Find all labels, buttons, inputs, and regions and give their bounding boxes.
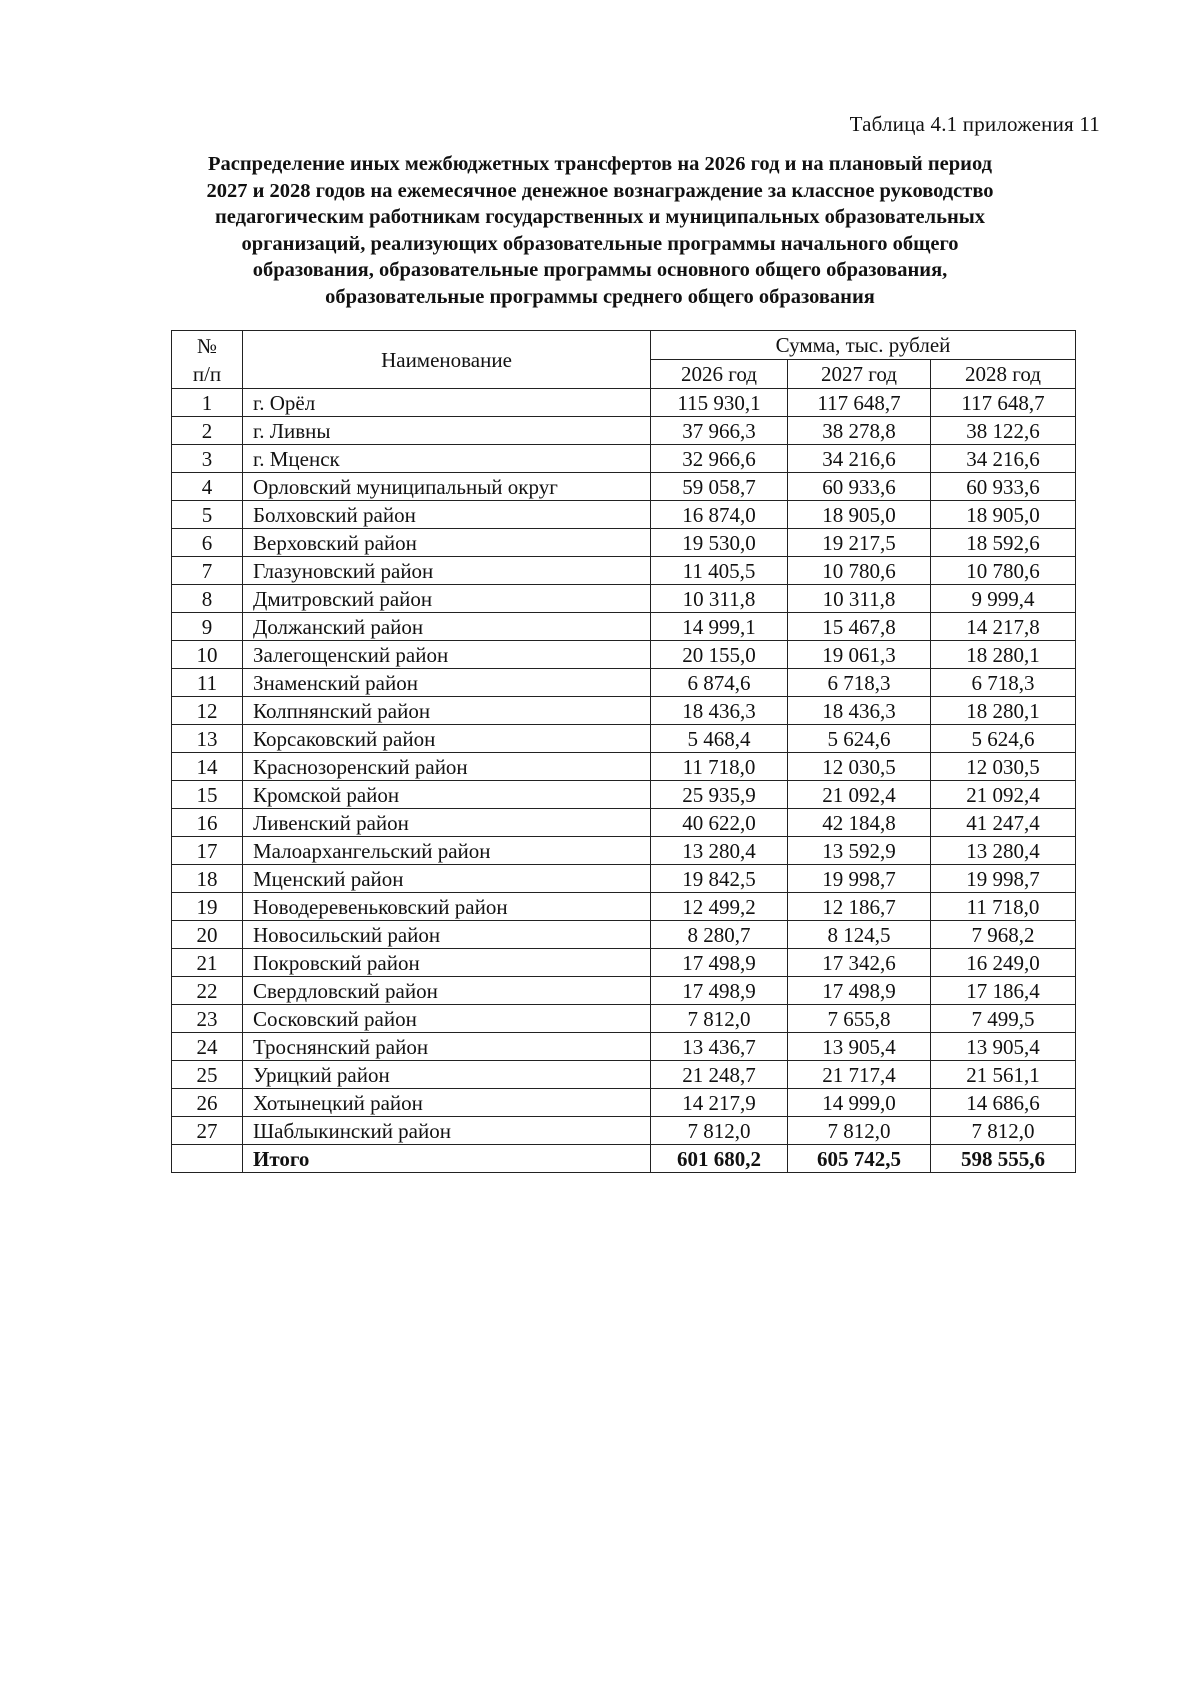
value-2028: 7 812,0	[931, 1117, 1076, 1145]
value-2026: 19 530,0	[651, 529, 788, 557]
table-row	[172, 417, 1076, 445]
value-2028: 17 186,4	[931, 977, 1076, 1005]
value-2027: 13 592,9	[788, 837, 931, 865]
value-2026: 10 311,8	[651, 585, 788, 613]
value-2027: 10 311,8	[788, 585, 931, 613]
value-2028: 117 648,7	[931, 389, 1076, 417]
value-2026: 14 217,9	[651, 1089, 788, 1117]
row-name: Урицкий район	[243, 1061, 651, 1089]
value-2026: 13 436,7	[651, 1033, 788, 1061]
row-name: г. Ливны	[243, 417, 651, 445]
total-row-number	[172, 1145, 243, 1173]
row-name: Покровский район	[243, 949, 651, 977]
value-2027: 42 184,8	[788, 809, 931, 837]
row-number: 21	[172, 949, 243, 977]
value-2026: 18 436,3	[651, 697, 788, 725]
row-name: Сосковский район	[243, 1005, 651, 1033]
table-row	[172, 1033, 1076, 1061]
value-2027: 18 905,0	[788, 501, 931, 529]
value-2027: 17 342,6	[788, 949, 931, 977]
row-number: 3	[172, 445, 243, 473]
row-number: 19	[172, 893, 243, 921]
value-2026: 11 718,0	[651, 753, 788, 781]
row-number: 6	[172, 529, 243, 557]
value-2028: 14 686,6	[931, 1089, 1076, 1117]
row-name: Троснянский район	[243, 1033, 651, 1061]
value-2028: 9 999,4	[931, 585, 1076, 613]
value-2026: 32 966,6	[651, 445, 788, 473]
table-row	[172, 837, 1076, 865]
value-2027: 38 278,8	[788, 417, 931, 445]
row-name: Верховский район	[243, 529, 651, 557]
table-row	[172, 669, 1076, 697]
row-number: 20	[172, 921, 243, 949]
title-line: педагогическим работникам государственных и муниципальных образовательных	[214, 206, 986, 229]
value-2026: 16 874,0	[651, 501, 788, 529]
value-2027: 12 030,5	[788, 753, 931, 781]
value-2027: 117 648,7	[788, 389, 931, 417]
header-number-line1: №	[196, 333, 218, 358]
value-2026: 21 248,7	[651, 1061, 788, 1089]
value-2027: 19 998,7	[788, 865, 931, 893]
row-number: 9	[172, 613, 243, 641]
value-2026: 7 812,0	[651, 1005, 788, 1033]
table-row	[172, 501, 1076, 529]
value-2028: 41 247,4	[931, 809, 1076, 837]
value-2027: 21 717,4	[788, 1061, 931, 1089]
value-2026: 25 935,9	[651, 781, 788, 809]
value-2027: 6 718,3	[788, 669, 931, 697]
value-2027: 10 780,6	[788, 557, 931, 585]
value-2028: 18 592,6	[931, 529, 1076, 557]
table-row	[172, 445, 1076, 473]
value-2027: 18 436,3	[788, 697, 931, 725]
row-number: 25	[172, 1061, 243, 1089]
value-2027: 19 061,3	[788, 641, 931, 669]
table-row	[172, 949, 1076, 977]
table-row	[172, 809, 1076, 837]
value-2028: 21 092,4	[931, 781, 1076, 809]
row-number: 18	[172, 865, 243, 893]
row-number: 15	[172, 781, 243, 809]
table-body	[172, 389, 1076, 1173]
value-2027: 21 092,4	[788, 781, 931, 809]
table-row	[172, 389, 1076, 417]
value-2026: 11 405,5	[651, 557, 788, 585]
table-caption: Таблица 4.1 приложения 11	[849, 112, 1100, 136]
row-number: 13	[172, 725, 243, 753]
header-sum-group: Сумма, тыс. рублей	[651, 331, 1076, 360]
table-row	[172, 585, 1076, 613]
value-2028: 5 624,6	[931, 725, 1076, 753]
value-2027: 7 812,0	[788, 1117, 931, 1145]
value-2027: 60 933,6	[788, 473, 931, 501]
row-name: Орловский муниципальный округ	[243, 473, 651, 501]
row-name: г. Мценск	[243, 445, 651, 473]
row-name: Дмитровский район	[243, 585, 651, 613]
value-2027: 34 216,6	[788, 445, 931, 473]
row-name: Краснозоренский район	[243, 753, 651, 781]
total-row	[172, 1145, 1076, 1173]
value-2026: 17 498,9	[651, 977, 788, 1005]
total-value-2028: 598 555,6	[931, 1145, 1076, 1173]
value-2026: 5 468,4	[651, 725, 788, 753]
total-value-2027: 605 742,5	[788, 1145, 931, 1173]
row-name: Малоархангельский район	[243, 837, 651, 865]
value-2027: 13 905,4	[788, 1033, 931, 1061]
value-2026: 8 280,7	[651, 921, 788, 949]
table-row	[172, 865, 1076, 893]
header-year-2027: 2027 год	[788, 360, 931, 389]
row-name: Корсаковский район	[243, 725, 651, 753]
row-number: 14	[172, 753, 243, 781]
value-2028: 16 249,0	[931, 949, 1076, 977]
value-2026: 59 058,7	[651, 473, 788, 501]
table-row	[172, 1089, 1076, 1117]
row-number: 8	[172, 585, 243, 613]
value-2028: 18 280,1	[931, 697, 1076, 725]
table-row	[172, 613, 1076, 641]
row-name: Должанский район	[243, 613, 651, 641]
title-line: 2027 и 2028 годов на ежемесячное денежное вознаграждение за классное руководство	[206, 179, 994, 202]
value-2027: 15 467,8	[788, 613, 931, 641]
row-name: г. Орёл	[243, 389, 651, 417]
row-number: 4	[172, 473, 243, 501]
row-number: 5	[172, 501, 243, 529]
value-2028: 12 030,5	[931, 753, 1076, 781]
row-number: 24	[172, 1033, 243, 1061]
value-2027: 5 624,6	[788, 725, 931, 753]
table-row	[172, 473, 1076, 501]
value-2026: 6 874,6	[651, 669, 788, 697]
value-2028: 7 968,2	[931, 921, 1076, 949]
row-name: Залегощенский район	[243, 641, 651, 669]
value-2026: 37 966,3	[651, 417, 788, 445]
title-line: организаций, реализующих образовательные программы начального общего	[241, 232, 959, 255]
transfers-table	[171, 330, 1076, 1173]
value-2026: 13 280,4	[651, 837, 788, 865]
row-name: Шаблыкинский район	[243, 1117, 651, 1145]
table-row	[172, 725, 1076, 753]
table-row	[172, 1005, 1076, 1033]
table-row	[172, 893, 1076, 921]
value-2026: 17 498,9	[651, 949, 788, 977]
table-row	[172, 921, 1076, 949]
row-name: Новодеревеньковский район	[243, 893, 651, 921]
table-row	[172, 697, 1076, 725]
row-number: 7	[172, 557, 243, 585]
row-name: Колпнянский район	[243, 697, 651, 725]
header-name: Наименование	[243, 331, 651, 389]
table-header	[172, 331, 1076, 389]
header-year-2028: 2028 год	[931, 360, 1076, 389]
row-number: 12	[172, 697, 243, 725]
row-name: Кромской район	[243, 781, 651, 809]
title-line: образовательные программы среднего общего образования	[325, 285, 875, 308]
header-number-line2: п/п	[192, 361, 222, 386]
value-2028: 11 718,0	[931, 893, 1076, 921]
title-line: Распределение иных межбюджетных трансфертов на 2026 год и на плановый период	[208, 153, 992, 175]
title-line: образования, образовательные программы основного общего образования,	[252, 259, 948, 282]
value-2028: 7 499,5	[931, 1005, 1076, 1033]
value-2027: 7 655,8	[788, 1005, 931, 1033]
value-2027: 8 124,5	[788, 921, 931, 949]
value-2026: 12 499,2	[651, 893, 788, 921]
table-row	[172, 529, 1076, 557]
row-number: 10	[172, 641, 243, 669]
value-2028: 10 780,6	[931, 557, 1076, 585]
row-number: 27	[172, 1117, 243, 1145]
table-row	[172, 557, 1076, 585]
row-number: 11	[172, 669, 243, 697]
value-2028: 14 217,8	[931, 613, 1076, 641]
table-row	[172, 781, 1076, 809]
value-2027: 14 999,0	[788, 1089, 931, 1117]
value-2028: 18 905,0	[931, 501, 1076, 529]
value-2028: 13 905,4	[931, 1033, 1076, 1061]
row-number: 26	[172, 1089, 243, 1117]
header-year-2026: 2026 год	[651, 360, 788, 389]
header-number	[172, 331, 243, 389]
value-2026: 115 930,1	[651, 389, 788, 417]
table-row	[172, 1117, 1076, 1145]
table-row	[172, 753, 1076, 781]
value-2027: 19 217,5	[788, 529, 931, 557]
value-2028: 60 933,6	[931, 473, 1076, 501]
row-name: Мценский район	[243, 865, 651, 893]
table-row	[172, 641, 1076, 669]
row-number: 16	[172, 809, 243, 837]
row-number: 1	[172, 389, 243, 417]
value-2027: 12 186,7	[788, 893, 931, 921]
row-name: Болховский район	[243, 501, 651, 529]
document-title	[100, 151, 1100, 311]
row-number: 17	[172, 837, 243, 865]
value-2026: 19 842,5	[651, 865, 788, 893]
row-name: Новосильский район	[243, 921, 651, 949]
row-number: 2	[172, 417, 243, 445]
value-2028: 13 280,4	[931, 837, 1076, 865]
total-value-2026: 601 680,2	[651, 1145, 788, 1173]
row-name: Свердловский район	[243, 977, 651, 1005]
value-2026: 40 622,0	[651, 809, 788, 837]
row-number: 22	[172, 977, 243, 1005]
value-2026: 14 999,1	[651, 613, 788, 641]
value-2028: 38 122,6	[931, 417, 1076, 445]
value-2028: 34 216,6	[931, 445, 1076, 473]
table-row	[172, 977, 1076, 1005]
row-name: Хотынецкий район	[243, 1089, 651, 1117]
value-2026: 7 812,0	[651, 1117, 788, 1145]
value-2028: 19 998,7	[931, 865, 1076, 893]
row-name: Глазуновский район	[243, 557, 651, 585]
value-2028: 21 561,1	[931, 1061, 1076, 1089]
table-row	[172, 1061, 1076, 1089]
value-2027: 17 498,9	[788, 977, 931, 1005]
row-number: 23	[172, 1005, 243, 1033]
value-2028: 18 280,1	[931, 641, 1076, 669]
total-row-name: Итого	[243, 1145, 651, 1173]
value-2026: 20 155,0	[651, 641, 788, 669]
value-2028: 6 718,3	[931, 669, 1076, 697]
row-name: Знаменский район	[243, 669, 651, 697]
row-name: Ливенский район	[243, 809, 651, 837]
